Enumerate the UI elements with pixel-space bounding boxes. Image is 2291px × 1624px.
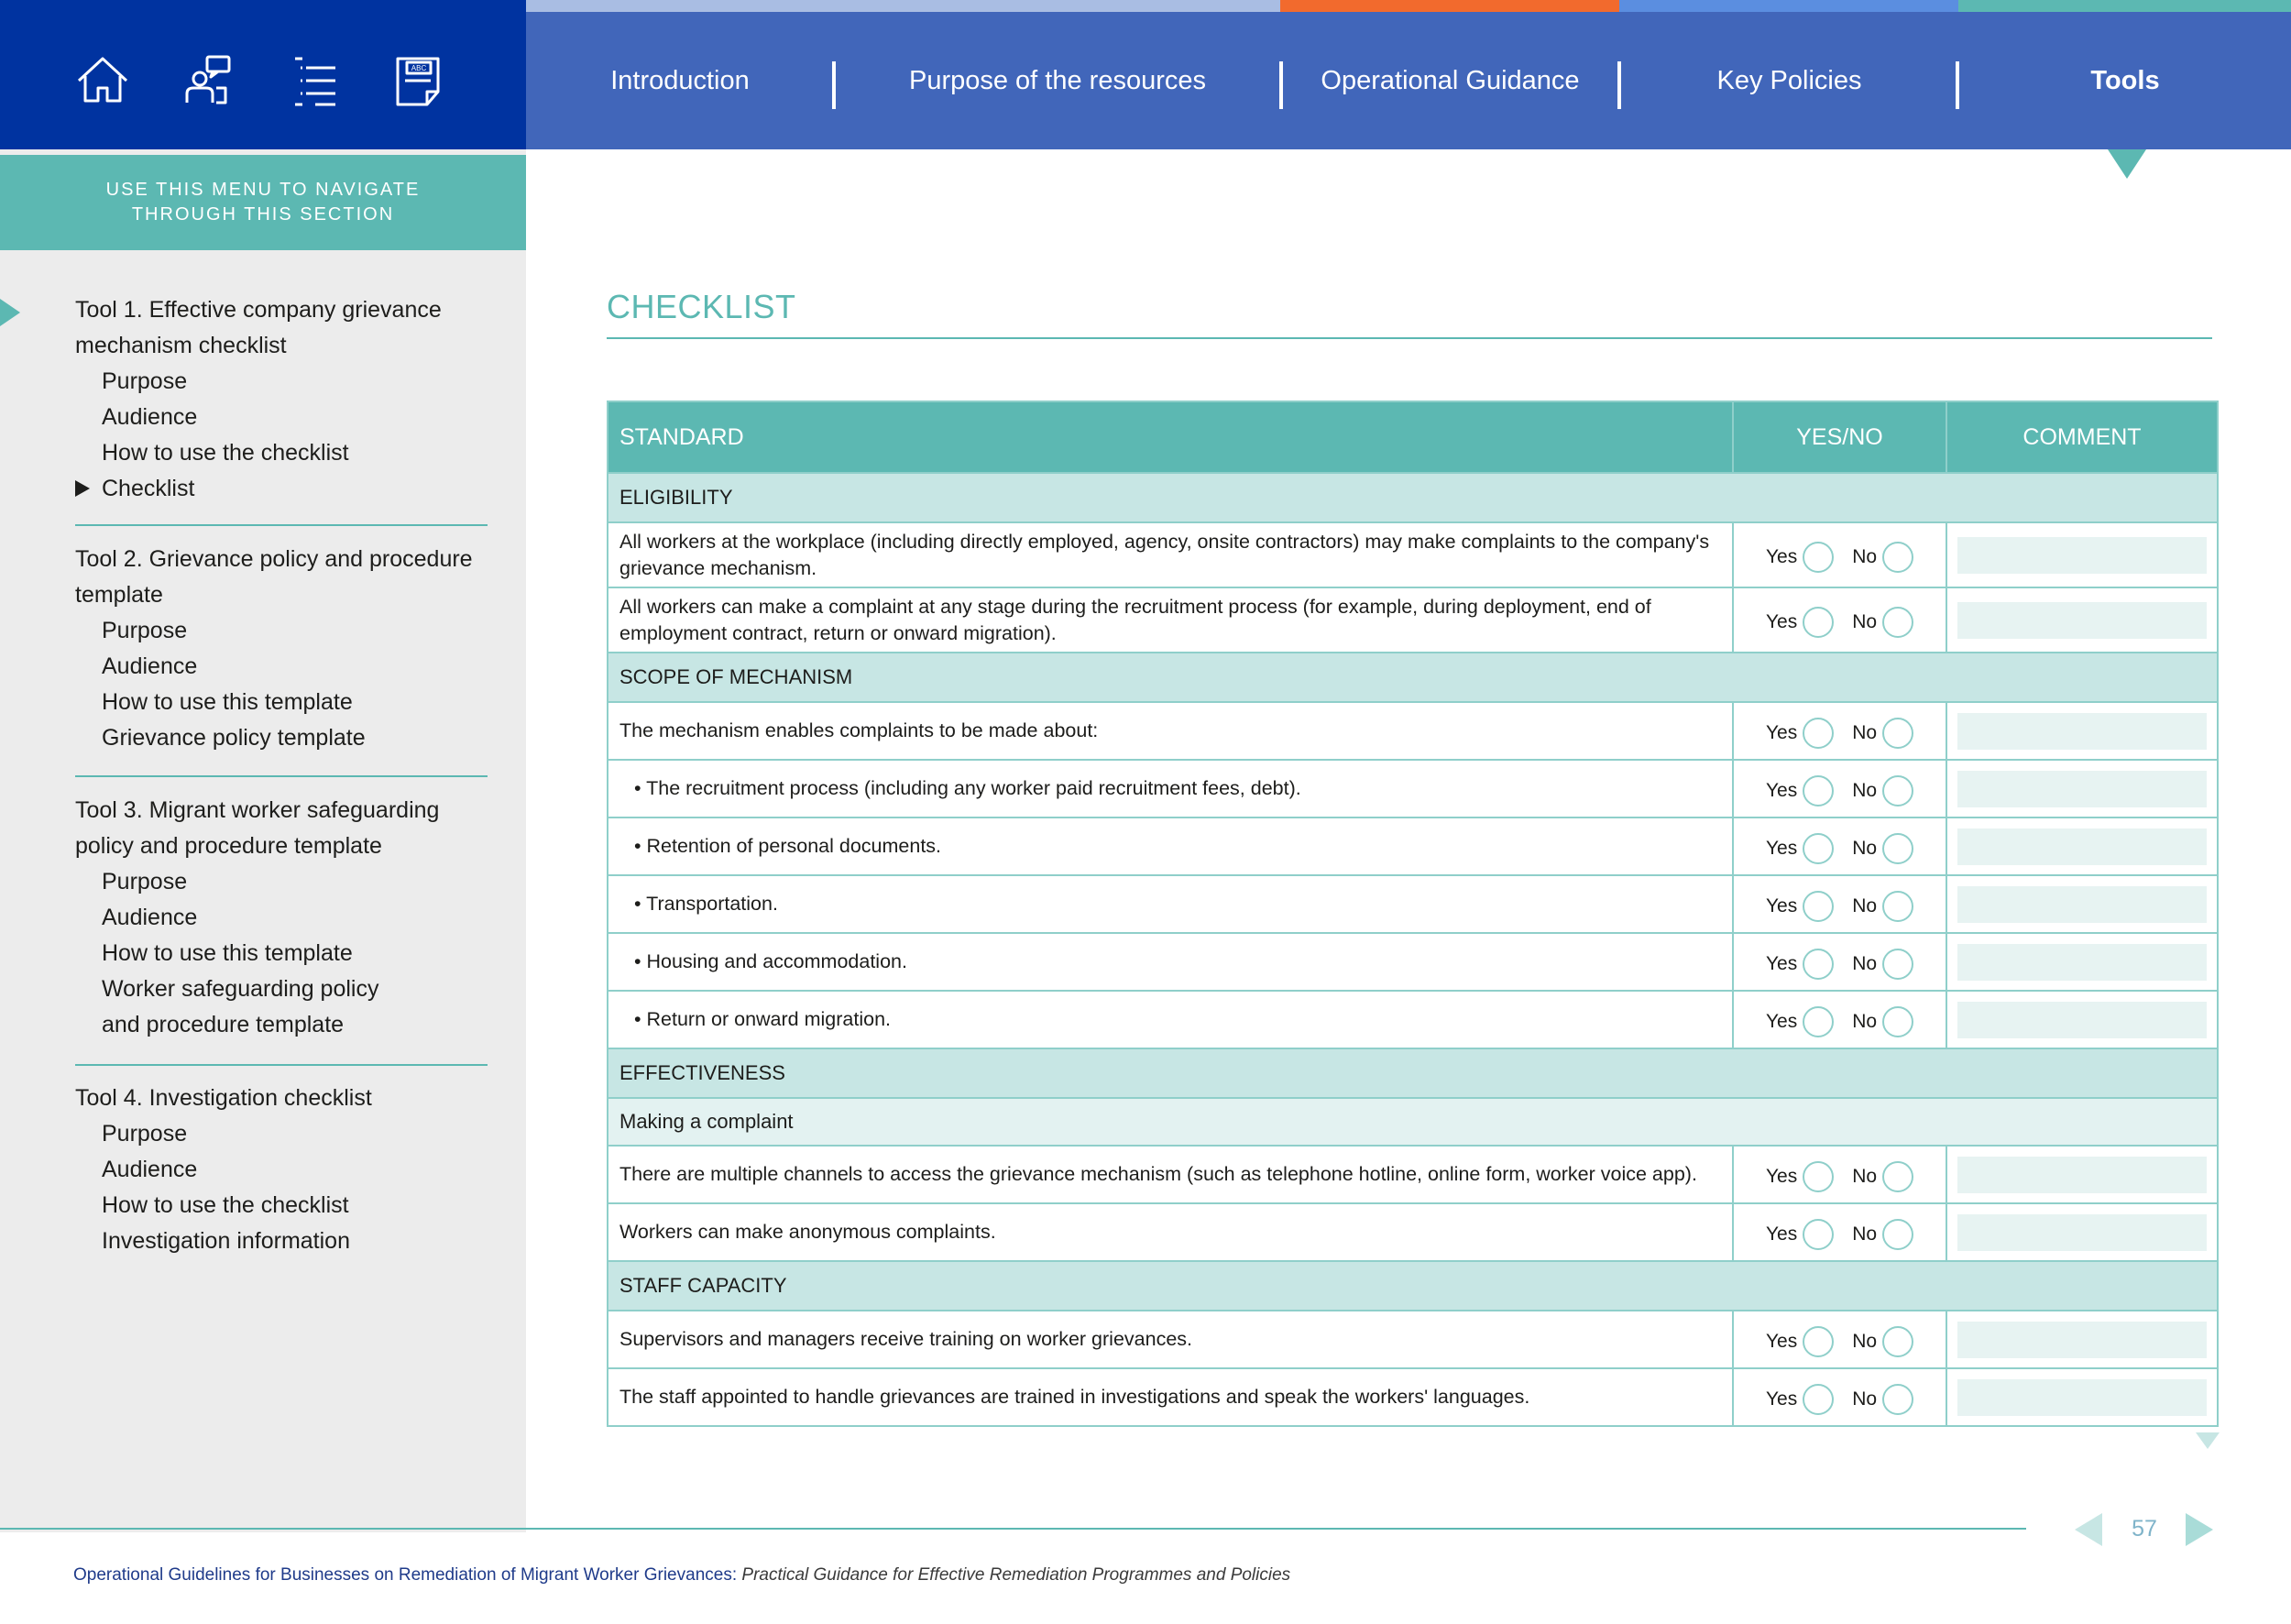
tab-tools[interactable]: Tools (2090, 65, 2160, 95)
yes-no-group (1734, 523, 1946, 587)
comment-cell (1946, 991, 2218, 1048)
checklist-body (608, 473, 2218, 1426)
worker-chat-icon[interactable] (180, 51, 238, 110)
standard-text: Workers can make anonymous complaints. (608, 1203, 1733, 1261)
no-label: No (1852, 721, 1878, 743)
accent-stripe (526, 0, 1280, 12)
comment-field[interactable] (1957, 1157, 2207, 1193)
comment-cell (1946, 1311, 2218, 1368)
comment-cell (1946, 817, 2218, 875)
comment-field[interactable] (1957, 1379, 2207, 1416)
yes-radio[interactable] (1803, 1219, 1834, 1250)
checklist-item-row (608, 760, 2218, 817)
yes-radio[interactable] (1803, 1326, 1834, 1357)
yes-no-group (1734, 818, 1946, 874)
tool-3-link-how-to-use[interactable]: How to use this template (102, 940, 353, 966)
yes-no-group (1734, 761, 1946, 817)
menu-divider (75, 775, 488, 777)
yes-radio[interactable] (1803, 1384, 1834, 1415)
tool-2-link-how-to-use[interactable]: How to use this template (102, 689, 353, 715)
no-radio[interactable] (1882, 833, 1913, 864)
yes-no-group (1734, 588, 1946, 652)
no-radio[interactable] (1882, 949, 1913, 980)
tab-introduction[interactable]: Introduction (610, 65, 750, 95)
tool-3-link-template[interactable]: Worker safeguarding policy and procedure template (102, 976, 379, 1037)
subsection-header-row (608, 1098, 2218, 1146)
comment-cell (1946, 1146, 2218, 1203)
checklist-item-row (608, 1311, 2218, 1368)
yes-no-group (1734, 876, 1946, 932)
tool-1-link-how-to-use[interactable]: How to use the checklist (102, 440, 349, 466)
yes-label: Yes (1765, 1388, 1798, 1410)
section-menu (0, 149, 526, 1532)
checklist-item-row (608, 1146, 2218, 1203)
section-title: STAFF CAPACITY (608, 1261, 2218, 1311)
yes-radio[interactable] (1803, 1006, 1834, 1037)
footer-subtitle: Practical Guidance for Effective Remediation Programmes and Policies (741, 1565, 1291, 1585)
checklist-item-row (608, 933, 2218, 991)
comment-field[interactable] (1957, 1214, 2207, 1251)
no-radio[interactable] (1882, 1161, 1913, 1192)
yes-no-group (1734, 992, 1946, 1048)
tool-3-group (75, 793, 488, 1043)
checklist-item-row (608, 1368, 2218, 1426)
document-abc-icon[interactable] (389, 51, 447, 110)
no-label: No (1852, 545, 1878, 567)
no-label: No (1852, 779, 1878, 801)
section-title: EFFECTIVENESS (608, 1048, 2218, 1098)
standard-text: • The recruitment process (including any worker paid recruitment fees, debt). (608, 760, 1733, 817)
yes-no-cell (1733, 702, 1946, 760)
standard-text: There are multiple channels to access the grievance mechanism (such as telephone hotline, online form, worker voice app). (608, 1146, 1733, 1203)
comment-cell (1946, 587, 2218, 653)
comment-cell (1946, 1203, 2218, 1261)
active-tab-indicator (2108, 149, 2146, 179)
footer-title: Operational Guidelines for Businesses on Remediation of Migrant Worker Grievances: (73, 1565, 738, 1585)
no-label: No (1852, 837, 1878, 859)
tool-3-title[interactable]: Tool 3. Migrant worker safeguarding policy and procedure template (75, 797, 440, 859)
yes-no-group (1734, 1369, 1946, 1425)
tool-4-link-audience[interactable]: Audience (102, 1157, 198, 1182)
tool-2-link-template[interactable]: Grievance policy template (102, 725, 366, 751)
no-radio[interactable] (1882, 1326, 1913, 1357)
tool-1-group (75, 292, 488, 507)
yes-no-group (1734, 1311, 1946, 1367)
heading-divider (607, 337, 2212, 339)
yes-no-cell (1733, 1311, 1946, 1368)
tool-2-link-purpose[interactable]: Purpose (102, 618, 188, 643)
no-label: No (1852, 1165, 1878, 1187)
yes-no-group (1734, 1204, 1946, 1260)
checklist-item-row (608, 587, 2218, 653)
current-tool-marker (0, 299, 20, 326)
yes-no-cell (1733, 760, 1946, 817)
no-label: No (1852, 1330, 1878, 1352)
column-header-comment: COMMENT (1946, 401, 2218, 473)
yes-no-cell (1733, 587, 1946, 653)
yes-no-cell (1733, 1368, 1946, 1426)
checklist-table (607, 401, 2219, 1427)
accent-stripe (1619, 0, 1958, 12)
table-header-row (608, 401, 2218, 473)
yes-radio[interactable] (1803, 949, 1834, 980)
tool-1-title[interactable]: Tool 1. Effective company grievance mechanism checklist (75, 297, 442, 358)
yes-label: Yes (1765, 545, 1798, 567)
previous-page-button[interactable] (2075, 1513, 2102, 1546)
yes-no-cell (1733, 1203, 1946, 1261)
comment-cell (1946, 933, 2218, 991)
yes-label: Yes (1765, 952, 1798, 974)
comment-field[interactable] (1957, 886, 2207, 923)
footer-citation (73, 1565, 1290, 1586)
comment-cell (1946, 875, 2218, 933)
no-label: No (1852, 952, 1878, 974)
tool-4-link-investigation-info[interactable]: Investigation information (102, 1228, 350, 1254)
yes-label: Yes (1765, 721, 1798, 743)
section-header-row (608, 1261, 2218, 1311)
menu-divider (75, 524, 488, 526)
comment-cell (1946, 1368, 2218, 1426)
yes-label: Yes (1765, 1165, 1798, 1187)
standard-text: All workers at the workplace (including directly employed, agency, onsite contractors) may make complaints to the company's grievance mechanism. (608, 522, 1733, 587)
comment-cell (1946, 760, 2218, 817)
no-radio[interactable] (1882, 1219, 1913, 1250)
yes-radio[interactable] (1803, 775, 1834, 807)
no-radio[interactable] (1882, 891, 1913, 922)
comment-field[interactable] (1957, 771, 2207, 807)
accent-stripe (1958, 0, 2291, 12)
checklist-item-row (608, 1203, 2218, 1261)
tool-1-link-purpose[interactable]: Purpose (102, 368, 188, 394)
comment-field[interactable] (1957, 602, 2207, 639)
no-radio[interactable] (1882, 775, 1913, 807)
tool-3-link-purpose[interactable]: Purpose (102, 869, 188, 894)
yes-label: Yes (1765, 779, 1798, 801)
yes-label: Yes (1765, 894, 1798, 916)
comment-field[interactable] (1957, 713, 2207, 750)
no-label: No (1852, 1388, 1878, 1410)
yes-label: Yes (1765, 837, 1798, 859)
checklist-item-row (608, 702, 2218, 760)
checklist-item-row (608, 875, 2218, 933)
tab-key-policies[interactable]: Key Policies (1716, 65, 1862, 95)
tool-2-link-audience[interactable]: Audience (102, 653, 198, 679)
comment-cell (1946, 522, 2218, 587)
standard-text: All workers can make a complaint at any stage during the recruitment process (for example, during deployment, end of employment contract, return or onward migration). (608, 587, 1733, 653)
yes-no-cell (1733, 1146, 1946, 1203)
comment-cell (1946, 702, 2218, 760)
no-label: No (1852, 1223, 1878, 1245)
tool-2-group (75, 542, 488, 756)
comment-field[interactable] (1957, 828, 2207, 865)
no-radio[interactable] (1882, 542, 1913, 573)
page-number: 57 (2132, 1516, 2157, 1542)
yes-radio[interactable] (1803, 542, 1834, 573)
yes-no-cell (1733, 933, 1946, 991)
yes-label: Yes (1765, 1010, 1798, 1032)
no-radio[interactable] (1882, 607, 1913, 638)
list-icon[interactable] (284, 51, 343, 110)
section-title: SCOPE OF MECHANISM (608, 653, 2218, 702)
standard-text: The mechanism enables complaints to be made about: (608, 702, 1733, 760)
yes-radio[interactable] (1803, 718, 1834, 749)
standard-text: • Retention of personal documents. (608, 817, 1733, 875)
column-header-standard: STANDARD (608, 401, 1733, 473)
yes-label: Yes (1765, 1223, 1798, 1245)
tool-4-link-purpose[interactable]: Purpose (102, 1121, 188, 1147)
comment-field[interactable] (1957, 1002, 2207, 1038)
standard-text: • Transportation. (608, 875, 1733, 933)
yes-label: Yes (1765, 1330, 1798, 1352)
tool-3-link-audience[interactable]: Audience (102, 905, 198, 930)
standard-text: • Return or onward migration. (608, 991, 1733, 1048)
footer-divider (0, 1528, 2026, 1530)
no-label: No (1852, 894, 1878, 916)
tool-1-link-checklist[interactable]: Checklist (75, 471, 488, 507)
tool-1-link-audience[interactable]: Audience (102, 404, 198, 430)
home-icon[interactable] (73, 51, 132, 110)
standard-text: The staff appointed to handle grievances are trained in investigations and speak the workers' languages. (608, 1368, 1733, 1426)
no-label: No (1852, 1010, 1878, 1032)
comment-field[interactable] (1957, 944, 2207, 981)
column-header-yes-no: YES/NO (1733, 401, 1946, 473)
checklist-item-row (608, 991, 2218, 1048)
tool-2-title[interactable]: Tool 2. Grievance policy and procedure template (75, 546, 473, 608)
yes-radio[interactable] (1803, 607, 1834, 638)
accent-stripe (1280, 0, 1619, 12)
menu-banner (0, 155, 526, 250)
comment-field[interactable] (1957, 1322, 2207, 1358)
tool-4-group (75, 1081, 488, 1259)
yes-no-cell (1733, 991, 1946, 1048)
tool-4-title[interactable]: Tool 4. Investigation checklist (75, 1085, 372, 1111)
yes-no-cell (1733, 817, 1946, 875)
tool-4-link-how-to-use[interactable]: How to use the checklist (102, 1192, 349, 1218)
next-page-button[interactable] (2186, 1513, 2213, 1546)
tab-purpose-of-resources[interactable]: Purpose of the resources (908, 65, 1206, 95)
section-title: ELIGIBILITY (608, 473, 2218, 522)
yes-label: Yes (1765, 610, 1798, 632)
page-title: CHECKLIST (607, 288, 796, 325)
section-header-row (608, 653, 2218, 702)
yes-no-cell (1733, 522, 1946, 587)
yes-radio[interactable] (1803, 1161, 1834, 1192)
yes-no-group (1734, 703, 1946, 759)
icon-toolbar (0, 0, 526, 149)
no-radio[interactable] (1882, 718, 1913, 749)
table-continues-marker (2196, 1432, 2220, 1449)
no-label: No (1852, 610, 1878, 632)
standard-text: • Housing and accommodation. (608, 933, 1733, 991)
no-radio[interactable] (1882, 1384, 1913, 1415)
main-navigation (526, 0, 2291, 149)
no-radio[interactable] (1882, 1006, 1913, 1037)
checklist-item-row (608, 817, 2218, 875)
standard-text: Supervisors and managers receive training on worker grievances. (608, 1311, 1733, 1368)
checklist-item-row (608, 522, 2218, 587)
section-header-row (608, 473, 2218, 522)
yes-no-cell (1733, 875, 1946, 933)
yes-no-group (1734, 1147, 1946, 1202)
comment-field[interactable] (1957, 537, 2207, 574)
yes-radio[interactable] (1803, 891, 1834, 922)
section-header-row (608, 1048, 2218, 1098)
tab-operational-guidance[interactable]: Operational Guidance (1321, 65, 1580, 95)
menu-divider (75, 1064, 488, 1066)
menu-banner-text: USE THIS MENU TO NAVIGATE THROUGH THIS SECTION (105, 180, 421, 225)
svg-text:ABC: ABC (411, 64, 427, 72)
subsection-title: Making a complaint (608, 1098, 2218, 1146)
yes-no-group (1734, 934, 1946, 990)
yes-radio[interactable] (1803, 833, 1834, 864)
